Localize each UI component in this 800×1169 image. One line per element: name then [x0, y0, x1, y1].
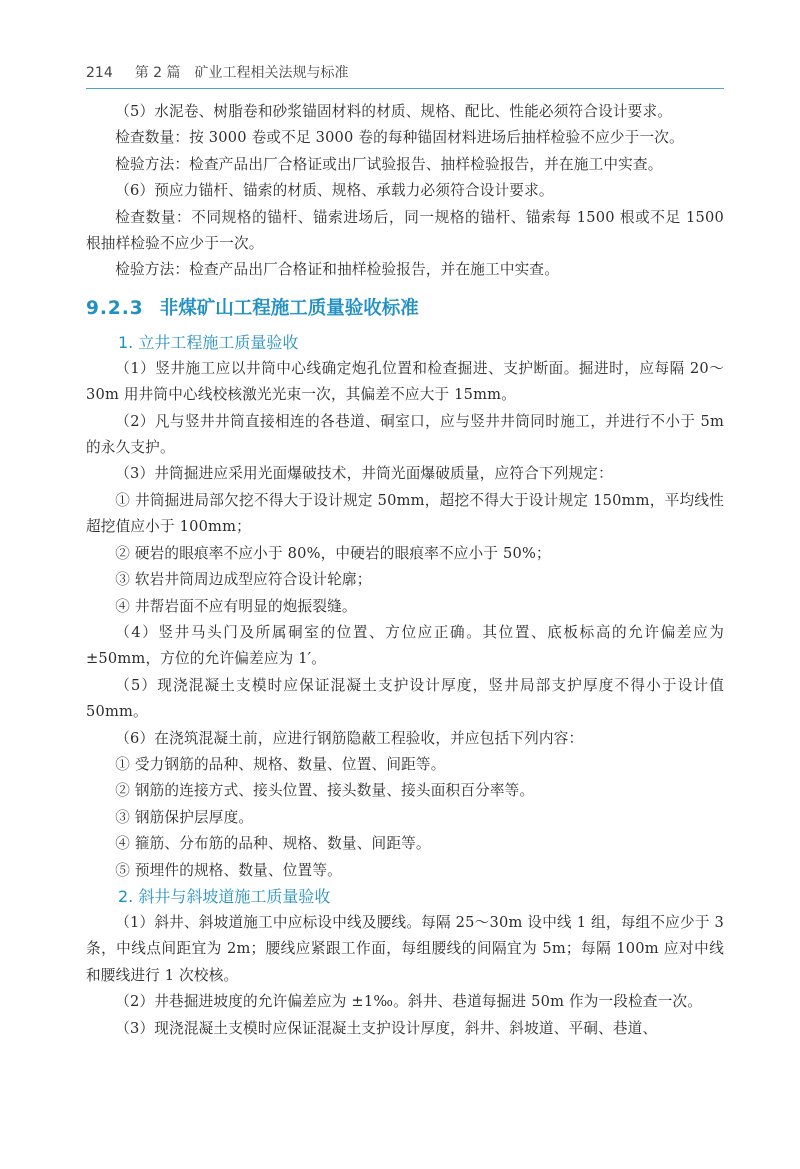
part-title: 矿业工程相关法规与标准 [194, 65, 349, 81]
section-number: 9.2.3 [86, 297, 144, 319]
page [86, 62, 724, 1042]
list-item: ③ 软岩井筒周边成型应符合设计轮廓； [115, 571, 372, 589]
paragraph: （1）斜井、斜坡道施工中应标设中线及腰线。每隔 25～30m 设中线 1 组，每组不应少于 3 条，中线点间距宜为 2m；腰线应紧跟工作面，每组腰线的间隔宜为 5m；每隔 100m 应对中线和腰线进行 1 次校核。 [86, 913, 724, 984]
paragraph: （4）竖井马头门及所属硐室的位置、方位应正确。其位置、底板标高的允许偏差应为 ±50mm，方位的允许偏差应为 1′。 [86, 623, 724, 668]
paragraph: 检查数量：不同规格的锚杆、锚索进场后，同一规格的锚杆、锚索每 1500 根或不足 1500 根抽样检验不应少于一次。 [86, 208, 724, 253]
list-item: ① 受力钢筋的品种、规格、数量、位置、间距等。 [115, 755, 446, 773]
paragraph: （5）水泥卷、树脂卷和砂浆锚固材料的材质、规格、配比、性能必须符合设计要求。 [115, 103, 673, 120]
list-item: ④ 井帮岩面不应有明显的炮振裂缝。 [115, 597, 357, 615]
subsection-heading: 1. 立井工程施工质量验收 [118, 332, 299, 352]
paragraph: （6）预应力锚杆、锚索的材质、规格、承载力必须符合设计要求。 [115, 182, 554, 200]
paragraph: 检查数量：按 3000 卷或不足 3000 卷的每种锚固材料进场后抽样检验不应少于一次。 [115, 129, 684, 147]
list-item: ③ 钢筋保护层厚度。 [115, 808, 254, 826]
paragraph: （3）井筒掘进应采用光面爆破技术，井筒光面爆破质量，应符合下列规定： [115, 465, 613, 483]
section-title: 非煤矿山工程施工质量验收标准 [159, 297, 419, 319]
paragraph: 检验方法：检查产品出厂合格证或出厂试验报告、抽样检验报告，并在施工中实查。 [115, 155, 663, 173]
paragraph: （2）凡与竖井井筒直接相连的各巷道、硐室口，应与竖井井筒同时施工，并进行不小于 5m 的永久支护。 [86, 412, 724, 457]
paragraph: （2）井巷掘进坡度的允许偏差应为 ±1‰。斜井、巷道每掘进 50m 作为一段检查一次。 [115, 993, 703, 1011]
paragraph: （3）现浇混凝土支模时应保证混凝土支护设计厚度，斜井、斜坡道、平硐、巷道、 [115, 1019, 658, 1037]
paragraph: （5）现浇混凝土支模时应保证混凝土支护设计厚度，竖井局部支护厚度不得小于设计值 50mm。 [86, 676, 724, 721]
list-item: ② 硬岩的眼痕率不应小于 80%，中硬岩的眼痕率不应小于 50%； [115, 544, 551, 562]
paragraph: （1）竖井施工应以井筒中心线确定炮孔位置和检查掘进、支护断面。掘进时，应每隔 20～30m 用井筒中心线校核激光光束一次，其偏差不应大于 15mm。 [86, 359, 724, 404]
list-item: ④ 箍筋、分布筋的品种、规格、数量、间距等。 [115, 835, 431, 853]
list-item: ② 钢筋的连接方式、接头位置、接头数量、接头面积百分率等。 [115, 782, 535, 800]
running-header [86, 62, 724, 89]
list-item: ① 井筒掘进局部欠挖不得大于设计规定 50mm，超挖不得大于设计规定 150mm，平均线性超挖值应小于 100mm； [86, 491, 724, 536]
subsection-heading: 2. 斜井与斜坡道施工质量验收 [118, 886, 331, 906]
section-heading [86, 296, 724, 322]
body-text [86, 99, 724, 1042]
paragraph: （6）在浇筑混凝土前，应进行钢筋隐蔽工程验收，并应包括下列内容： [115, 729, 584, 747]
part-label: 第 2 篇 [134, 65, 181, 81]
page-number: 214 [86, 65, 113, 81]
paragraph: 检验方法：检查产品出厂合格证和抽样检验报告，并在施工中实查。 [115, 261, 560, 279]
list-item: ⑤ 预埋件的规格、数量、位置等。 [115, 861, 342, 879]
